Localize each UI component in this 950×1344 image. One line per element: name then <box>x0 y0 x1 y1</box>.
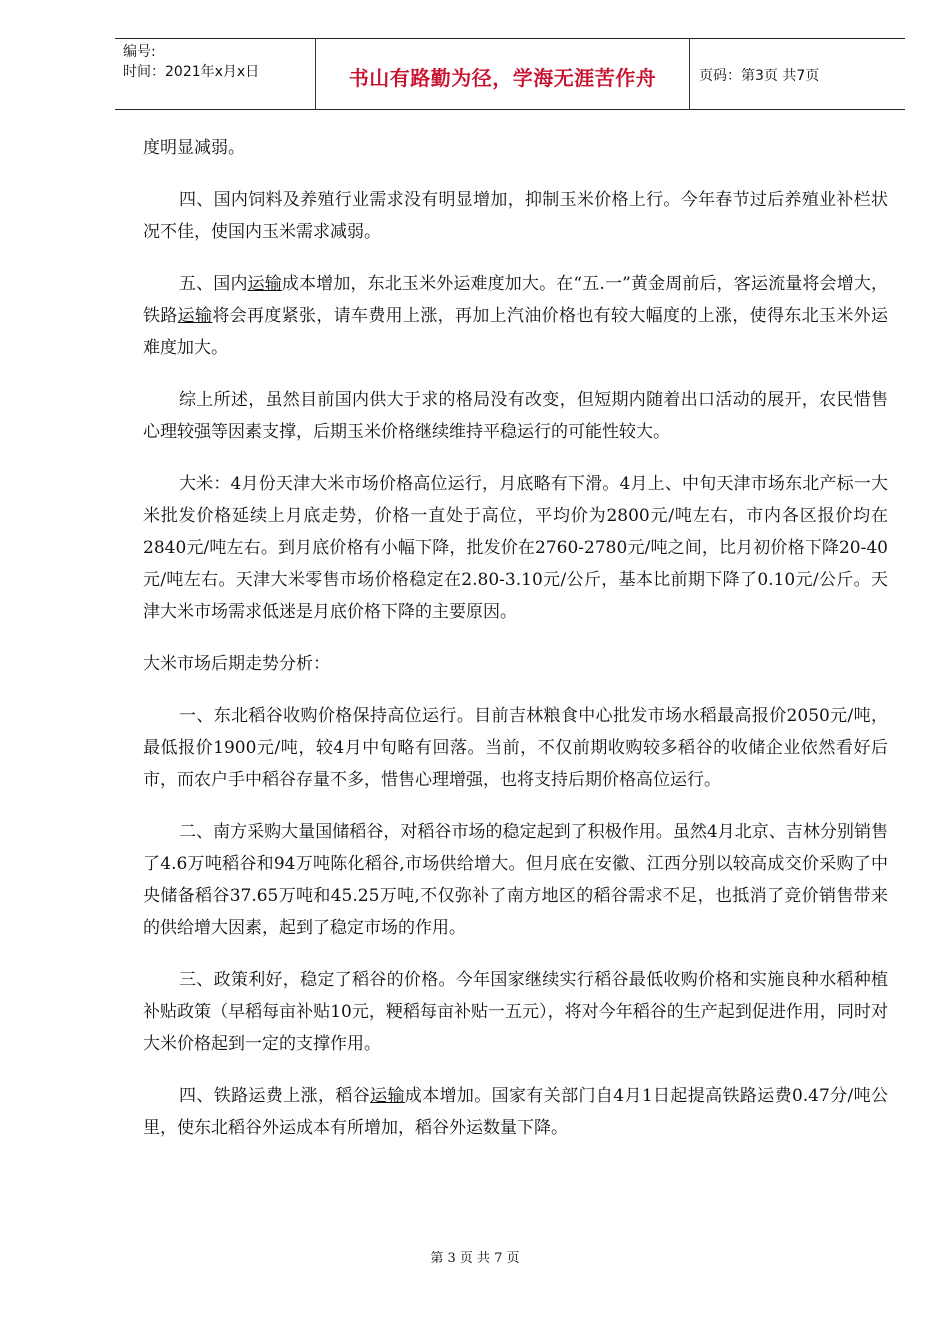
paragraph-9 <box>143 1080 888 1144</box>
page-footer: 第 3 页 共 7 页 <box>430 1251 520 1266</box>
header-motto-cell <box>315 39 690 109</box>
transport-link[interactable]: 运输 <box>247 274 282 294</box>
header-page-info: 页码：第3页 共7页 <box>699 68 820 84</box>
paragraph-9-text-a: 四、铁路运费上涨，稻谷 <box>179 1086 371 1106</box>
paragraph-8: 三、政策利好，稳定了稻谷的价格。今年国家继续实行稻谷最低收购价格和实施良种水稻种植补贴政策（早稻每亩补贴10元，粳稻每亩补贴一五元），将对今年稻谷的生产起到促进作用，同时对大米价格起到一定的支撑作用。 <box>143 970 888 1054</box>
transport-link[interactable]: 运输 <box>370 1086 405 1106</box>
paragraph-9-text-b: 成本增加。国家有关部门自4月1日起提高铁路运费0.47分/吨公里，使东北稻谷外运成本有所增加，稻谷外运数量下降。 <box>143 1086 889 1138</box>
section-heading: 大米市场后期走势分析： <box>143 654 330 674</box>
paragraph-2-text-c: 将会再度紧张，请车费用上涨，再加上汽油价格也有较大幅度的上涨，使得东北玉米外运难度加大。 <box>143 306 889 358</box>
paragraph-2-text-b: 成本增加，东北玉米外运难度加大。在“五.一”黄金周前后，客运流量将会增大，铁路 <box>143 274 888 326</box>
paragraph-0: 度明显减弱。 <box>143 138 245 158</box>
header-page-cell <box>689 39 905 109</box>
page-header <box>115 38 905 110</box>
transport-link[interactable]: 运输 <box>177 306 213 326</box>
paragraph-2 <box>143 268 888 364</box>
paragraph-2-text-a: 五、国内 <box>179 274 248 294</box>
paragraph-6: 一、东北稻谷收购价格保持高位运行。目前吉林粮食中心批发市场水稻最高报价2050元/吨，最低报价1900元/吨，较4月中旬略有回落。当前，不仅前期收购较多稻谷的收储企业依然看好后市，而农户手中稻谷存量不多，惜售心理增强，也将支持后期价格高位运行。 <box>143 706 888 790</box>
document-body <box>143 132 888 1144</box>
header-meta-cell <box>115 39 315 109</box>
motto-text: 书山有路勤为径，学海无涯苦作舟 <box>348 66 657 90</box>
serial-number-label: 编号: <box>123 44 156 60</box>
paragraph-1: 四、国内饲料及养殖行业需求没有明显增加，抑制玉米价格上行。今年春节过后养殖业补栏状况不佳，使国内玉米需求减弱。 <box>143 190 888 242</box>
paragraph-3: 综上所述，虽然目前国内供大于求的格局没有改变，但短期内随着出口活动的展开，农民惜售心理较强等因素支撑，后期玉米价格继续维持平稳运行的可能性较大。 <box>143 390 888 442</box>
paragraph-4: 大米：4月份天津大米市场价格高位运行，月底略有下滑。4月上、中旬天津市场东北产标一大米批发价格延续上月底走势，价格一直处于高位，平均价为2800元/吨左右，市内各区报价均在2840元/吨左右。到月底价格有小幅下降，批发价在2760-2780元/吨之间，比月初价格下降20-40元/吨左右。天津大米零售市场价格稳定在2.80-3.10元/公斤，基本比前期下降了0.10元/公斤。天津大米市场需求低迷是月底价格下降的主要原因。 <box>143 474 888 622</box>
date-label: 时间：2021年x月x日 <box>123 64 260 80</box>
paragraph-7: 二、南方采购大量国储稻谷，对稻谷市场的稳定起到了积极作用。虽然4月北京、吉林分别销售了4.6万吨稻谷和94万吨陈化稻谷,市场供给增大。但月底在安徽、江西分别以较高成交价采购了中央储备稻谷37.65万吨和45.25万吨,不仅弥补了南方地区的稻谷需求不足，也抵消了竞价销售带来的供给增大因素，起到了稳定市场的作用。 <box>143 822 888 938</box>
